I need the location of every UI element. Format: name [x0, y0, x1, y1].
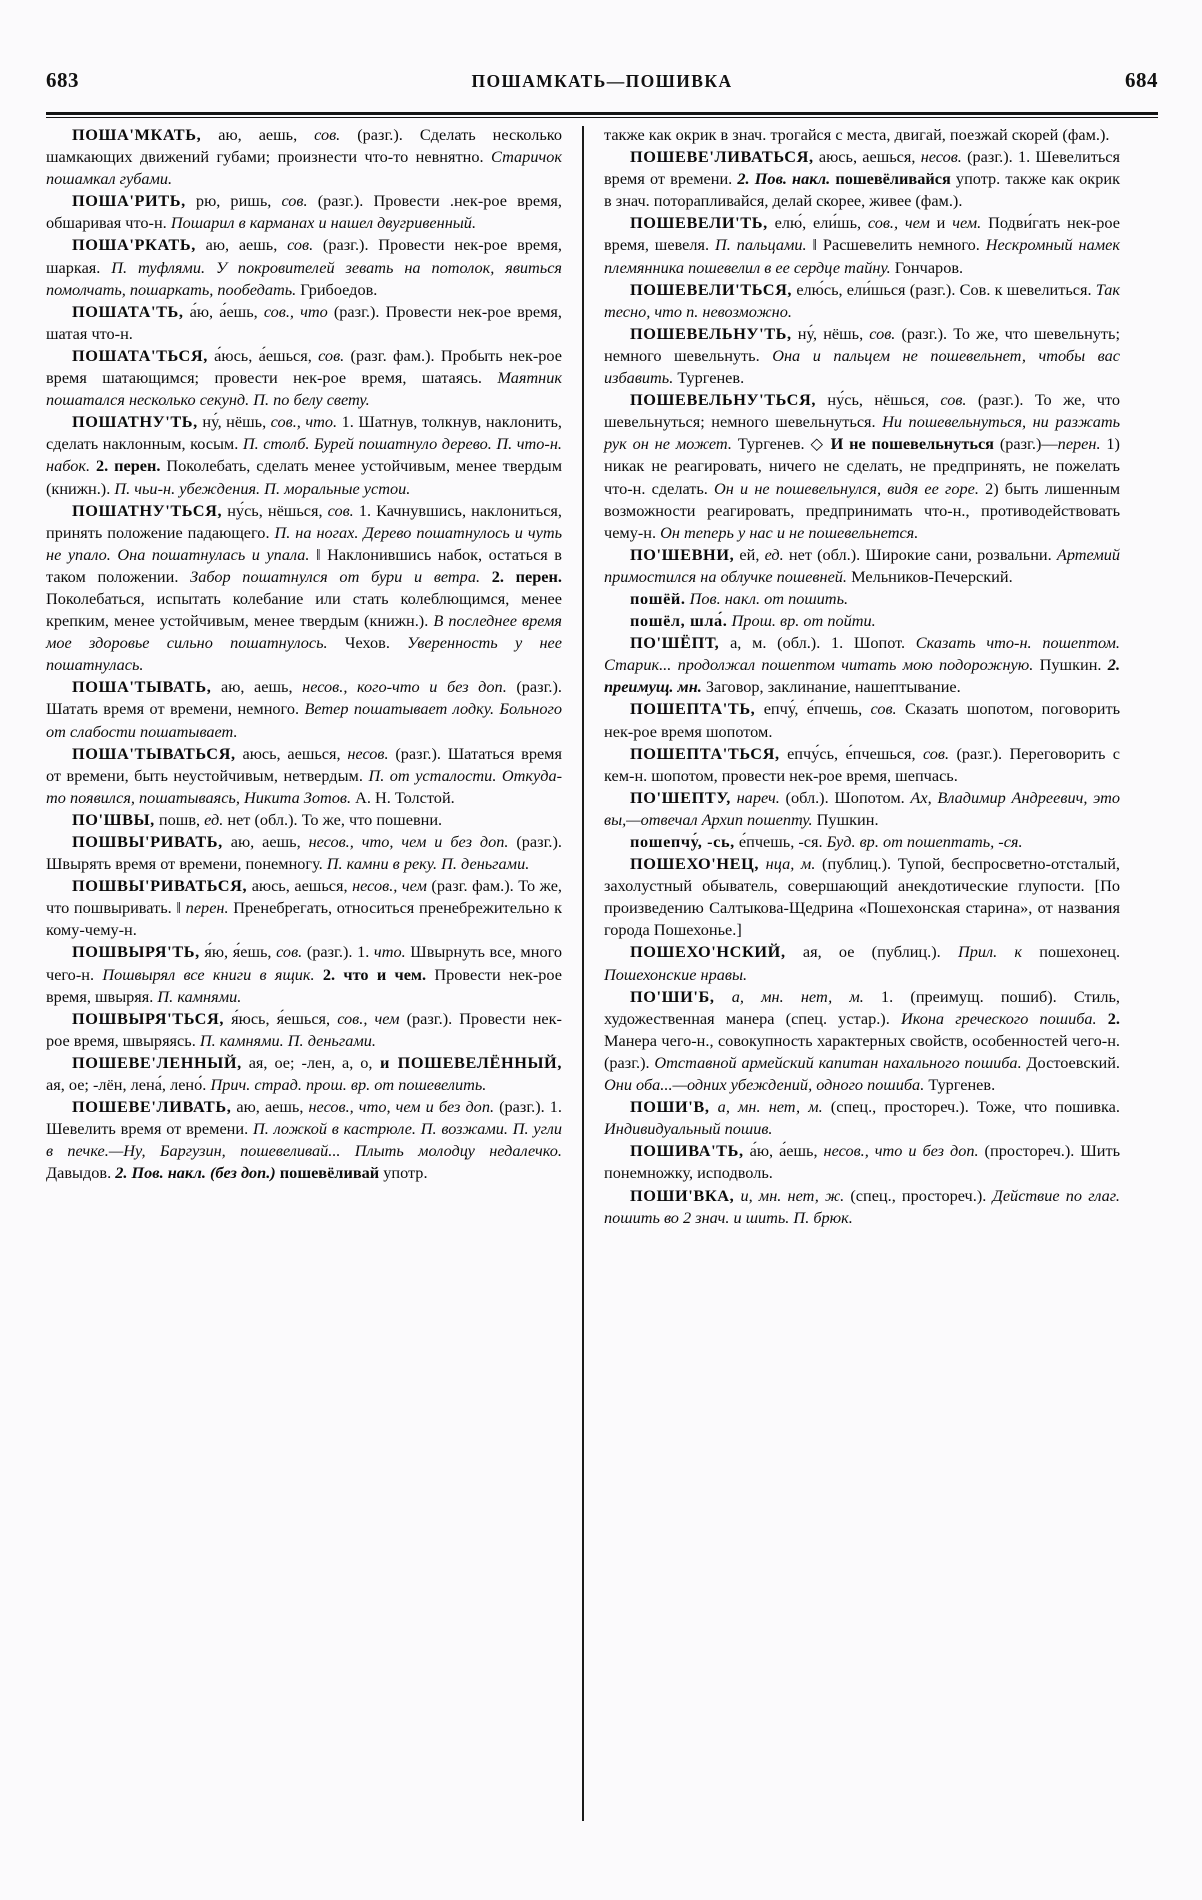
grammar: пошв,	[154, 809, 205, 829]
example-2: П. камнями.	[157, 986, 242, 1006]
entry-poshib	[604, 986, 1120, 1096]
entry-poshvyryat	[46, 941, 562, 1007]
sense-2-text: Заговор, заклинание, нашептывание.	[701, 677, 961, 697]
grammar: аю, аешь,	[201, 125, 315, 144]
column-container	[46, 124, 1158, 1824]
sense-2-label: 2. Пов. накл.	[737, 169, 836, 189]
entry-poshevelit	[604, 212, 1120, 278]
example: Индивидуальный пошив.	[604, 1119, 773, 1139]
label: несов., что, чем и без доп.	[308, 832, 509, 851]
grammar: елю́сь, ели́шься	[792, 279, 906, 299]
label: сов.	[314, 125, 341, 144]
entry-poshatyvatsya	[46, 743, 562, 809]
example-2: П. чьи-н. убеждения. П. моральные устои.	[114, 478, 411, 498]
grammar: а, мн. нет, м.	[709, 1097, 823, 1117]
headword: ПО'ШЕВНИ,	[630, 544, 735, 564]
grammar: е́пчешь, -ся.	[734, 832, 823, 851]
headword: ПОШАТА'ТЬ,	[72, 301, 184, 321]
example: Она и пальцем не пошевельнет, чтобы вас избавить.	[604, 345, 1120, 388]
sense-2-text: Поколебать, сделать менее устойчивым, менее твердым (книжн.).	[46, 456, 562, 498]
example: П. от усталости. Откуда-то появился, пошатываясь, Никита Зотов.	[46, 765, 563, 807]
grammar: а́ю, а́ешь,	[183, 301, 264, 321]
idiom-text: 1) никак не реагировать, ничего не сделать, не предпринять, не пожелать что-н. сделать.	[604, 434, 1120, 498]
label: Прил. к	[957, 942, 1022, 962]
entry-posharkat	[46, 234, 562, 300]
grammar: аю, аешь,	[222, 832, 309, 851]
definition: (разг.). Провести нек-рое время, шатая что-н.	[46, 301, 562, 343]
entry-poshevelnut	[604, 323, 1120, 389]
grammar: а, мн. нет, м.	[714, 986, 864, 1006]
example-2: Отставной армейский капитан нахального пошиба.	[654, 1052, 1022, 1072]
definition: (разг.). Провести .нек-рое время, обшаривая что-н.	[46, 191, 562, 233]
example: Так тесно, что п. невозможно.	[604, 279, 1120, 321]
label: сов.	[281, 191, 308, 211]
label: ед.	[204, 809, 224, 829]
headword: ПОШВЫ'РИВАТЬСЯ,	[72, 876, 248, 896]
entry-poshevelivatsya	[604, 146, 1120, 212]
example-3: Уверенность у нее пошатнулась.	[46, 633, 562, 675]
definition: (обл.). Шопотом.	[779, 787, 911, 807]
grammar: рю, ришь,	[185, 191, 282, 211]
sense-1-text: Швырнуть все, много чего-н.	[46, 942, 563, 984]
label: сов., что.	[270, 412, 338, 432]
source: Грибоедов.	[296, 279, 378, 299]
example: П. на ногах. Дерево пошатнулось и чуть не упало. Она пошатнулась и упала.	[46, 522, 562, 564]
source-2: Чехов.	[327, 633, 408, 653]
definition-2: Подви́гать нек-рое время, шевеля.	[604, 213, 1120, 255]
sense-2-label: 2. перен.	[480, 566, 562, 586]
label: сов.	[276, 942, 303, 962]
source: Тургенев.	[731, 434, 811, 454]
entry-posheptatsya	[604, 743, 1120, 787]
headword: ПОШАТА'ТЬСЯ,	[72, 345, 208, 365]
entry-poshatyvat	[46, 676, 562, 742]
headword: ПО'ШЕПТУ,	[630, 787, 731, 807]
sense-2-form: пошевёливай	[279, 1163, 380, 1183]
headword: ПОШЕПТА'ТЬСЯ,	[630, 743, 780, 763]
example: П. туфлями. У покровителей зевать на потолок, явиться помолчать, пошаркать, пообедать.	[46, 257, 562, 299]
subsense: ‖ Расшевелить немного.	[806, 235, 986, 255]
subsense: ‖ Наклонившись набок, остаться в таком положении.	[46, 544, 562, 586]
headword: ПО'ШЁПТ,	[630, 633, 720, 653]
example: П. камнями. П. деньгами.	[199, 1030, 376, 1050]
label: сов.	[287, 235, 314, 255]
source-2: Тургенев.	[924, 1075, 996, 1095]
label: сов.	[327, 500, 354, 520]
headword: ПОША'ТЫВАТЬ,	[72, 677, 212, 697]
headword: ПОШЕХО'НЕЦ,	[630, 854, 760, 874]
headword: пошёй.	[630, 588, 686, 608]
entry-continuation: также как окрик в знач. трогайся с места, двигай, поезжай скорей (фам.).	[604, 125, 1110, 144]
grammar: нареч.	[730, 787, 780, 807]
grammar: ей,	[734, 544, 765, 564]
sense-2-label: 2. перен.	[90, 456, 161, 476]
headword: ПОША'ТЫВАТЬСЯ,	[72, 743, 236, 763]
headword: ПОША'МКАТЬ,	[72, 125, 202, 144]
definition: (разг. фам.). Пробыть нек-рое время шатающимся; провести нек-рое время, шатаясь.	[46, 345, 562, 388]
entry-poshvyrivatsya	[46, 875, 562, 941]
definition: (разг.). То же, что шевельнуть; немного шевельнуть.	[604, 323, 1120, 365]
definition: 1. (преимущ. пошиб). Стиль, художественная манера (спец. устар.).	[604, 986, 1120, 1028]
idiom-marker: ◇ И не пошевельнуться	[810, 434, 994, 454]
entry-poshatnutsya	[46, 500, 562, 677]
headword: ПОШВЫ'РИВАТЬ,	[72, 832, 223, 851]
label: сов., что	[263, 301, 328, 321]
entry-poshevelnutsya	[604, 389, 1120, 544]
headword-variant: и ПОШЕВЕЛЁННЫЙ,	[372, 1052, 562, 1072]
header-rule	[46, 112, 1158, 118]
source: Пушкин.	[812, 809, 879, 829]
example: Ни пошевельнуться, ни разжать рук он не может.	[604, 412, 1120, 454]
definition: (разг.). 1. Шевелиться время от времени.	[604, 147, 1120, 189]
entry-poshekhonskiy	[604, 941, 1120, 985]
example: П. камни в реку. П. деньгами.	[326, 854, 530, 874]
definition: (простореч.). Шить понемножку, исподволь.	[604, 1141, 1120, 1183]
source: Достоевский.	[1021, 1052, 1121, 1072]
headword: ПОШАТНУ'ТЬСЯ,	[72, 500, 223, 520]
label: несов.	[347, 743, 389, 763]
example: Пов. накл. от пошить.	[689, 588, 849, 608]
entry-poshel	[604, 610, 1120, 632]
headword: пошепчу́, -сь,	[630, 832, 735, 851]
entry-posheptat	[604, 698, 1120, 742]
source: А. Н. Толстой.	[351, 787, 455, 807]
grammar-variant: ая, ое; -лён, лена́, лено́.	[46, 1075, 207, 1095]
label: несов., кого-что и без доп.	[302, 677, 507, 697]
headword: ПОШЕВЕЛИ'ТЬСЯ,	[630, 279, 793, 299]
grammar: я́ю, я́ешь,	[199, 942, 277, 962]
definition: пошехонец.	[1022, 942, 1121, 962]
sense-2-text: употр.	[379, 1163, 428, 1183]
example: Старичок пошамкал губами.	[46, 147, 562, 189]
example: Пошарил в карманах и нашел двугривенный.	[170, 213, 477, 233]
headword: ПОША'РИТЬ,	[72, 191, 186, 211]
example-2: В последнее время мое здоровье сильно пошатнулось.	[46, 611, 562, 653]
example: Прич. страд. прош. вр. от пошевелить.	[210, 1075, 487, 1095]
headword: ПОШИВА'ТЬ,	[630, 1141, 744, 1161]
entry-poshatnut	[46, 411, 562, 499]
label: несов., что, чем и без доп.	[308, 1097, 495, 1117]
headword: ПОША'РКАТЬ,	[72, 235, 196, 255]
headword: ПОШИ'ВКА,	[630, 1185, 735, 1205]
example: Икона греческого пошиба.	[900, 1008, 1097, 1028]
label: сов.	[869, 323, 896, 343]
grammar: ая, ое; -лен, а, о,	[241, 1052, 373, 1072]
grammar: а́юсь, а́ешься,	[207, 345, 319, 365]
source: Мельников-Печерский.	[847, 566, 1013, 586]
label: сов.	[870, 699, 897, 719]
definition: (разг.). Сделать несколько шамкающих движений губами; произнести что-то невнятно.	[46, 125, 563, 167]
entry-poshept	[604, 632, 1120, 698]
grammar: елю́, ели́шь,	[767, 213, 868, 233]
definition: Сказать шопотом, поговорить нек-рое время шопотом.	[604, 699, 1120, 741]
definition: 1. Шатнув, толкнув, наклонить, сделать наклонным, косым.	[46, 412, 562, 454]
grammar: аю, аешь,	[211, 677, 303, 697]
entry-poshvyrivat	[46, 831, 562, 875]
label: сов.	[940, 390, 967, 410]
example: П. ложкой в кастрюле. П. возжами. П. угли в печке.—Ну, Баргузин, пошевеливай... Плыть молодцу недалечко.	[46, 1119, 562, 1161]
definition: (разг.). Шататься время от времени, быть неустойчивым, нетвердым.	[46, 743, 562, 785]
sense-2-text: 2) быть лишенным возможности реагировать, предпринимать что-н., противодействовать чему-н.	[604, 478, 1120, 542]
folio-left: 683	[46, 68, 79, 92]
label-2: чем.	[952, 213, 982, 233]
headword: ПОШЕВЕ'ЛИВАТЬ,	[72, 1097, 232, 1117]
definition: (разг.). 1. Шевелить время от времени.	[46, 1097, 562, 1139]
definition: 1. Качнувшись, наклониться, принять положение падающего.	[46, 500, 562, 542]
sense-2-text: Манера чего-н., совокупность характерных свойств, особенностей чего-н. (разг.).	[604, 1030, 1120, 1072]
example-3: Он теперь у нас и не пошевельнется.	[660, 522, 919, 542]
definition: нет (обл.). Широкие сани, розвальни.	[783, 544, 1057, 564]
headword: ПОШЕВЕЛЬНУ'ТЬСЯ,	[630, 390, 817, 410]
example: Прош. вр. от пойти.	[731, 611, 876, 631]
source: Тургенев.	[673, 368, 745, 388]
grammar: аю, аешь,	[231, 1097, 309, 1117]
sense-2-label: 2. Пов. накл. (без доп.)	[115, 1163, 280, 1183]
subsense-text: Пренебрегать, относиться пренебрежительно к кому-чему-н.	[46, 898, 562, 940]
definition: (разг.). Сов. к шевелиться.	[905, 279, 1096, 299]
label: сов., чем	[337, 1008, 400, 1028]
entry-poshevni	[604, 544, 1120, 588]
definition: (публиц.). Тупой, беспросветно-отсталый, захолустный обыватель, совершающий анекдотические глупости. [По произведению Салтыкова-Щедрина «Пошехонская старина», от названия города Пошехонье.]	[604, 854, 1120, 940]
example: Сказать что-н. пошептом. Старик... продолжал пошептом читать мою подорожную.	[604, 633, 1120, 675]
definition: (разг.). 1.	[302, 942, 374, 962]
sense-2-text: Провести нек-рое время, швыряя.	[46, 964, 562, 1006]
entry-poshatat	[46, 301, 562, 345]
example: Артемий примостился на облучке пошевней.	[604, 544, 1120, 586]
folio-right: 684	[1125, 68, 1158, 92]
source: Давыдов.	[46, 1163, 116, 1183]
running-head	[46, 68, 1158, 102]
headword: ПОШИ'В,	[630, 1097, 710, 1117]
sense-2-text: Поколебаться, испытать колебание или стать колеблющимся, менее крепким, менее устойчивым, менее твердым (книжн.).	[46, 588, 562, 631]
entry-poshvy	[46, 809, 562, 831]
definition: (спец., простореч.). Тоже, что пошивка.	[822, 1097, 1120, 1117]
entry-poshivka	[604, 1185, 1120, 1229]
grammar: а, м.	[719, 633, 767, 653]
example: Ах, Владимир Андреевич, это вы,—отвечал Архип пошепту.	[604, 787, 1121, 829]
label: несов., чем	[352, 876, 427, 896]
example-3: Они оба...—одних убеждений, одного пошиба.	[604, 1075, 925, 1095]
definition: нет (обл.). То же, что пошевни.	[223, 809, 443, 829]
example: Пошехонские нравы.	[604, 964, 748, 984]
entry-posheptu	[604, 787, 1120, 831]
definition: (разг. фам.). То же, что пошвыривать.	[46, 876, 562, 918]
entry-poshatatsya	[46, 345, 562, 411]
entry-poshey	[604, 588, 1120, 610]
grammar: ая, ое (публиц.).	[785, 942, 958, 962]
label: несов., что и без доп.	[823, 1141, 979, 1161]
headword: ПОШЕВЕЛИ'ТЬ,	[630, 213, 768, 233]
subsense-label: ‖ перен.	[176, 898, 229, 918]
headword: ПОШЕПТА'ТЬ,	[630, 699, 756, 719]
definition: (разг.). Переговорить с кем-н. шопотом, провести нек-рое время, шепчась.	[604, 743, 1120, 785]
subsense-example: Нескромный намек племянника пошевелил в ее сердце тайну.	[604, 235, 1120, 277]
sense-2-label: 2.	[1096, 1008, 1120, 1028]
grammar: ну́, нёшь,	[197, 412, 271, 432]
example: Действие по глаг. пошить во 2 знач. и шить. П. брюк.	[604, 1185, 1120, 1227]
sense-2-label: 2. преимущ. мн.	[604, 655, 1121, 697]
headword: ПОШЕВЕЛЬНУ'ТЬ,	[630, 323, 792, 343]
definition: (обл.). 1. Шопот.	[766, 633, 916, 653]
grammar: епчу́, е́пчешь,	[755, 699, 871, 719]
headword: ПОШЕВЕ'ЛИВАТЬСЯ,	[630, 147, 814, 167]
definition: (разг.). То же, что шевельнуться; немного шевельнуться.	[604, 390, 1120, 432]
source: Пушкин.	[1033, 655, 1108, 675]
headword: ПОШВЫРЯ'ТЬСЯ,	[72, 1008, 225, 1028]
grammar: ну́сь, нёшься,	[222, 500, 328, 520]
entry-poshevelivat	[46, 1096, 562, 1184]
sense-1-label: что.	[373, 942, 406, 962]
headword: ПОШВЫРЯ'ТЬ,	[72, 942, 200, 962]
idiom-rest: (разг.)—	[993, 434, 1058, 454]
definition: (разг.). Провести нек-рое время, швыряясь.	[46, 1008, 562, 1050]
label: сов.	[922, 743, 950, 763]
label: несов.	[920, 147, 962, 167]
example: Буд. вр. от пошептать, -ся.	[826, 832, 1023, 851]
grammar: нца, м.	[759, 854, 816, 874]
grammar: ну́, нёшь,	[791, 323, 870, 343]
subsense-example: Забор пошатнулся от бури и ветра.	[190, 566, 481, 586]
label: сов., чем	[867, 213, 930, 233]
grammar: епчу́сь, е́пчешься,	[779, 743, 923, 763]
sense-2-form: пошевёливайся	[835, 169, 951, 189]
example: П. пальцами.	[714, 235, 807, 255]
label: сов.	[318, 345, 345, 365]
entry-poshepchu	[604, 831, 1120, 853]
sense-2-label: 2. что и чем.	[314, 964, 427, 984]
example: Ветер пошатывает лодку. Больного от слабости пошатывает.	[46, 699, 562, 741]
sense-2-text: употр. также как окрик в знач. поторапливайся, делай скорее, живее (фам.).	[604, 169, 1120, 211]
entry-poshevelennyy	[46, 1052, 562, 1096]
entry-poshamkat	[46, 124, 562, 190]
example: П. столб. Бурей пошатнуло дерево. П. что-н. набок.	[46, 434, 562, 476]
definition: (спец., простореч.).	[844, 1185, 993, 1205]
entry-posharit	[46, 190, 562, 234]
label: ед.	[764, 544, 784, 564]
grammar: аюсь, аешься,	[235, 743, 348, 763]
entry-poshvyryatsya	[46, 1008, 562, 1052]
grammar: аюсь, аешься,	[247, 876, 353, 896]
grammar: я́юсь, я́ешься,	[224, 1008, 338, 1028]
example: Маятник пошатался несколько секунд. П. по белу свету.	[46, 368, 562, 410]
example-2: Он и не пошевельнулся, видя ее горе.	[714, 478, 979, 498]
headword: ПОШЕХО'НСКИЙ,	[630, 942, 786, 962]
headword: пошёл, шла́.	[630, 611, 728, 631]
idiom-label: перен.	[1057, 434, 1101, 454]
headword: ПО'ШИ'Б,	[630, 986, 715, 1006]
grammar: аю, аешь,	[195, 235, 288, 255]
column-left	[46, 124, 582, 1824]
entry-poshekhonets	[604, 853, 1120, 941]
running-title: ПОШАМКАТЬ—ПОШИВКА	[471, 71, 733, 91]
grammar: аюсь, аешься,	[813, 147, 921, 167]
grammar: а́ю, а́ешь,	[743, 1141, 824, 1161]
grammar: и, мн. нет, ж.	[734, 1185, 845, 1205]
example: Пошвырял все книги в ящик.	[102, 964, 315, 984]
headword: ПОШЕВЕ'ЛЕННЫЙ,	[72, 1052, 242, 1072]
column-right	[604, 124, 1120, 1824]
entry-poshevelitsya	[604, 279, 1120, 323]
definition: (разг.). Провести нек-рое время, шаркая.	[46, 235, 563, 277]
headword: ПОШАТНУ'ТЬ,	[72, 412, 198, 432]
headword: ПО'ШВЫ,	[72, 809, 155, 829]
definition: (разг.). Швырять время от времени, понемногу.	[46, 832, 562, 874]
entry-poshiv	[604, 1096, 1120, 1140]
source: Гончаров.	[890, 257, 964, 277]
entry-poshivat	[604, 1140, 1120, 1184]
grammar: ну́сь, нёшься,	[816, 390, 941, 410]
column-divider	[582, 126, 584, 1821]
definition: и	[929, 213, 953, 233]
definition: (разг.). Шатать время от времени, немного.	[46, 677, 562, 719]
